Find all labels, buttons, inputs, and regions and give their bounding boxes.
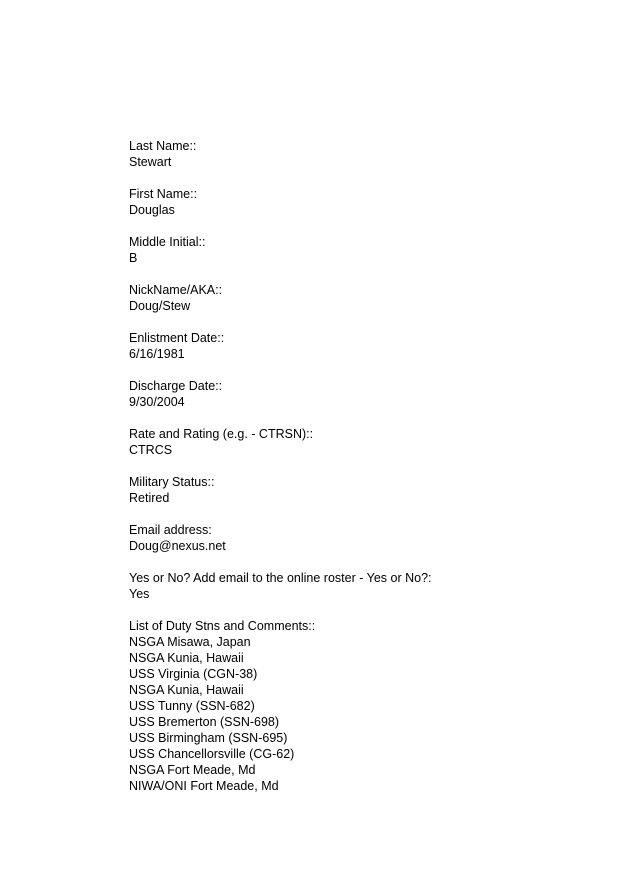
field-label: First Name:: bbox=[129, 187, 198, 201]
field-roster-consent bbox=[129, 570, 609, 602]
duty-station-item: NIWA/ONI Fort Meade, Md bbox=[129, 779, 279, 793]
field-email-address bbox=[129, 522, 609, 554]
field-label: Military Status:: bbox=[129, 475, 215, 489]
field-value: Yes bbox=[129, 587, 150, 601]
field-military-status bbox=[129, 474, 609, 506]
field-value: 6/16/1981 bbox=[129, 347, 185, 361]
field-value: 9/30/2004 bbox=[129, 395, 185, 409]
member-record-document bbox=[129, 138, 609, 810]
duty-station-item: NSGA Kunia, Hawaii bbox=[129, 651, 244, 665]
field-label: Yes or No? Add email to the online roster - Yes or No?: bbox=[129, 571, 432, 585]
field-label: Discharge Date:: bbox=[129, 379, 223, 393]
field-middle-initial bbox=[129, 234, 609, 266]
field-rate-rating bbox=[129, 426, 609, 458]
duty-station-item: USS Tunny (SSN-682) bbox=[129, 699, 255, 713]
duty-station-item: USS Virginia (CGN-38) bbox=[129, 667, 258, 681]
field-enlistment-date bbox=[129, 330, 609, 362]
field-nickname bbox=[129, 282, 609, 314]
field-label: List of Duty Stns and Comments:: bbox=[129, 619, 316, 633]
field-discharge-date bbox=[129, 378, 609, 410]
field-label: NickName/AKA:: bbox=[129, 283, 223, 297]
field-duty-stations bbox=[129, 618, 609, 794]
field-value: Doug/Stew bbox=[129, 299, 191, 313]
field-label: Rate and Rating (e.g. - CTRSN):: bbox=[129, 427, 314, 441]
field-value: Douglas bbox=[129, 203, 175, 217]
field-last-name bbox=[129, 138, 609, 170]
duty-station-item: USS Chancellorsville (CG-62) bbox=[129, 747, 295, 761]
field-value: Stewart bbox=[129, 155, 172, 169]
field-value: Doug@nexus.net bbox=[129, 539, 226, 553]
duty-station-item: NSGA Fort Meade, Md bbox=[129, 763, 256, 777]
field-label: Middle Initial:: bbox=[129, 235, 206, 249]
field-label: Last Name:: bbox=[129, 139, 197, 153]
field-value: CTRCS bbox=[129, 443, 173, 457]
field-value: B bbox=[129, 251, 138, 265]
duty-station-item: NSGA Misawa, Japan bbox=[129, 635, 251, 649]
field-first-name bbox=[129, 186, 609, 218]
duty-station-item: USS Birmingham (SSN-695) bbox=[129, 731, 288, 745]
field-label: Enlistment Date:: bbox=[129, 331, 225, 345]
duty-station-item: NSGA Kunia, Hawaii bbox=[129, 683, 244, 697]
field-label: Email address: bbox=[129, 523, 212, 537]
duty-station-item: USS Bremerton (SSN-698) bbox=[129, 715, 280, 729]
field-value: Retired bbox=[129, 491, 170, 505]
